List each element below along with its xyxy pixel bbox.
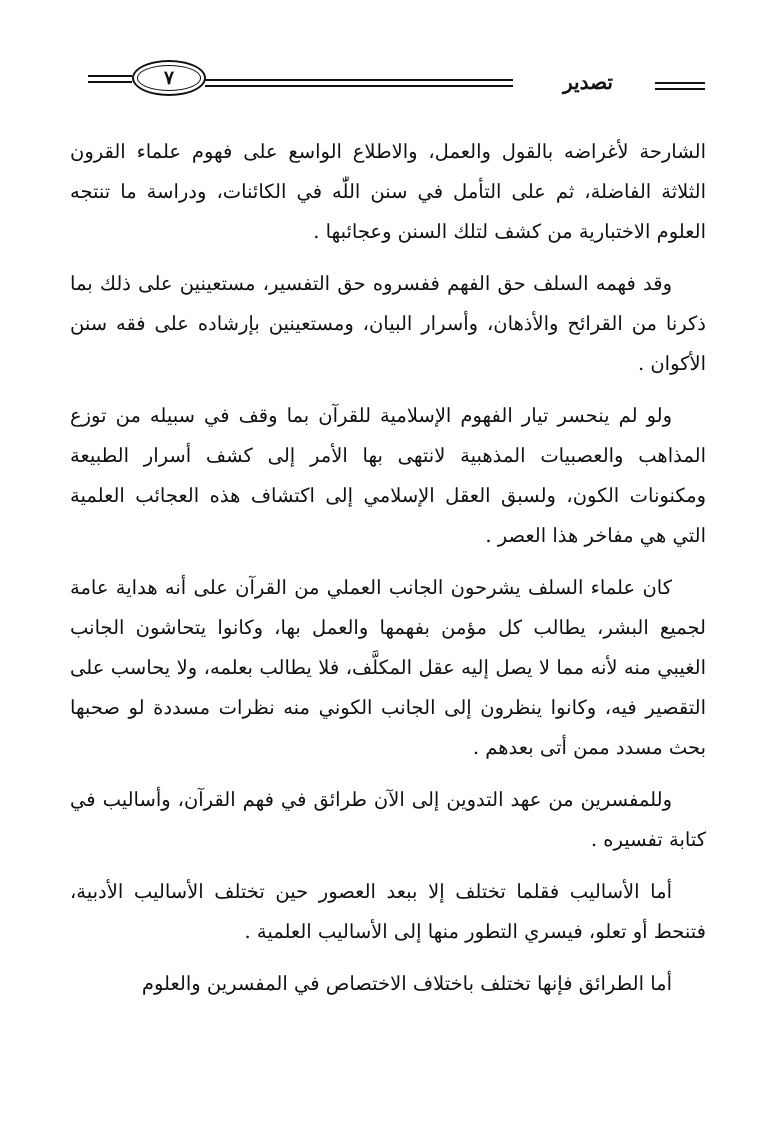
body-text bbox=[70, 132, 706, 1016]
paragraph: كان علماء السلف يشرحون الجانب العملي من القرآن على أنه هداية عامة لجميع البشر، يطالب كل مؤمن بفهمها والعمل بها، وكانوا يتحاشون الجانب الغيبي منه لأنه مما لا يصل إليه عقل المكلَّف، فلا يطالب بعلمه، ولا يحاسب على التقصير فيه، وكانوا ينظرون إلى الجانب الكوني منه نظرات مسددة لو صحبها بحث مسدد ممن أتى بعدهم . bbox=[70, 576, 706, 759]
paragraph: وقد فهمه السلف حق الفهم ففسروه حق التفسير، مستعينين على ذلك بما ذكرنا من القرائح والأذهان، وأسرار البيان، ومستعينين بإرشاده على فقه سنن الأكوان . bbox=[70, 272, 706, 375]
header-rule-right-top bbox=[655, 82, 705, 84]
paragraph: ولو لم ينحسر تيار الفهوم الإسلامية للقرآن بما وقف في سبيله من توزع المذاهب والعصبيات المذهبية لانتهى بها الأمر إلى كشف أسرار الطبيعة ومكنونات الكون، ولسبق العقل الإسلامي إلى اكتشاف هذه العجائب العلمية التي هي مفاخر هذا العصر . bbox=[70, 404, 706, 547]
page-number: ٧ bbox=[132, 60, 206, 96]
header-rule-left-bottom bbox=[88, 81, 132, 83]
paragraph: الشارحة لأغراضه بالقول والعمل، والاطلاع الواسع على فهوم علماء القرون الثلاثة الفاضلة، ثم على التأمل في سنن اللّٰه في الكائنات، ودراسة ما تنتجه العلوم الاختبارية من كشف لتلك السنن وعجائبها . bbox=[70, 140, 706, 243]
header-rule-right-bottom bbox=[655, 88, 705, 90]
header-rule-center-top bbox=[205, 79, 513, 81]
paragraph: أما الأساليب فقلما تختلف إلا ببعد العصور حين تختلف الأساليب الأدبية، فتنحط أو تعلو، فيسري التطور منها إلى الأساليب العلمية . bbox=[70, 880, 706, 943]
header-rule-left-top bbox=[88, 75, 132, 77]
paragraph: وللمفسرين من عهد التدوين إلى الآن طرائق في فهم القرآن، وأساليب في كتابة تفسيره . bbox=[70, 788, 706, 851]
header-title: تصدير bbox=[562, 70, 613, 94]
header-rule-center-bottom bbox=[205, 85, 513, 87]
paragraph: أما الطرائق فإنها تختلف باختلاف الاختصاص في المفسرين والعلوم bbox=[141, 972, 672, 995]
page-header bbox=[0, 0, 766, 110]
